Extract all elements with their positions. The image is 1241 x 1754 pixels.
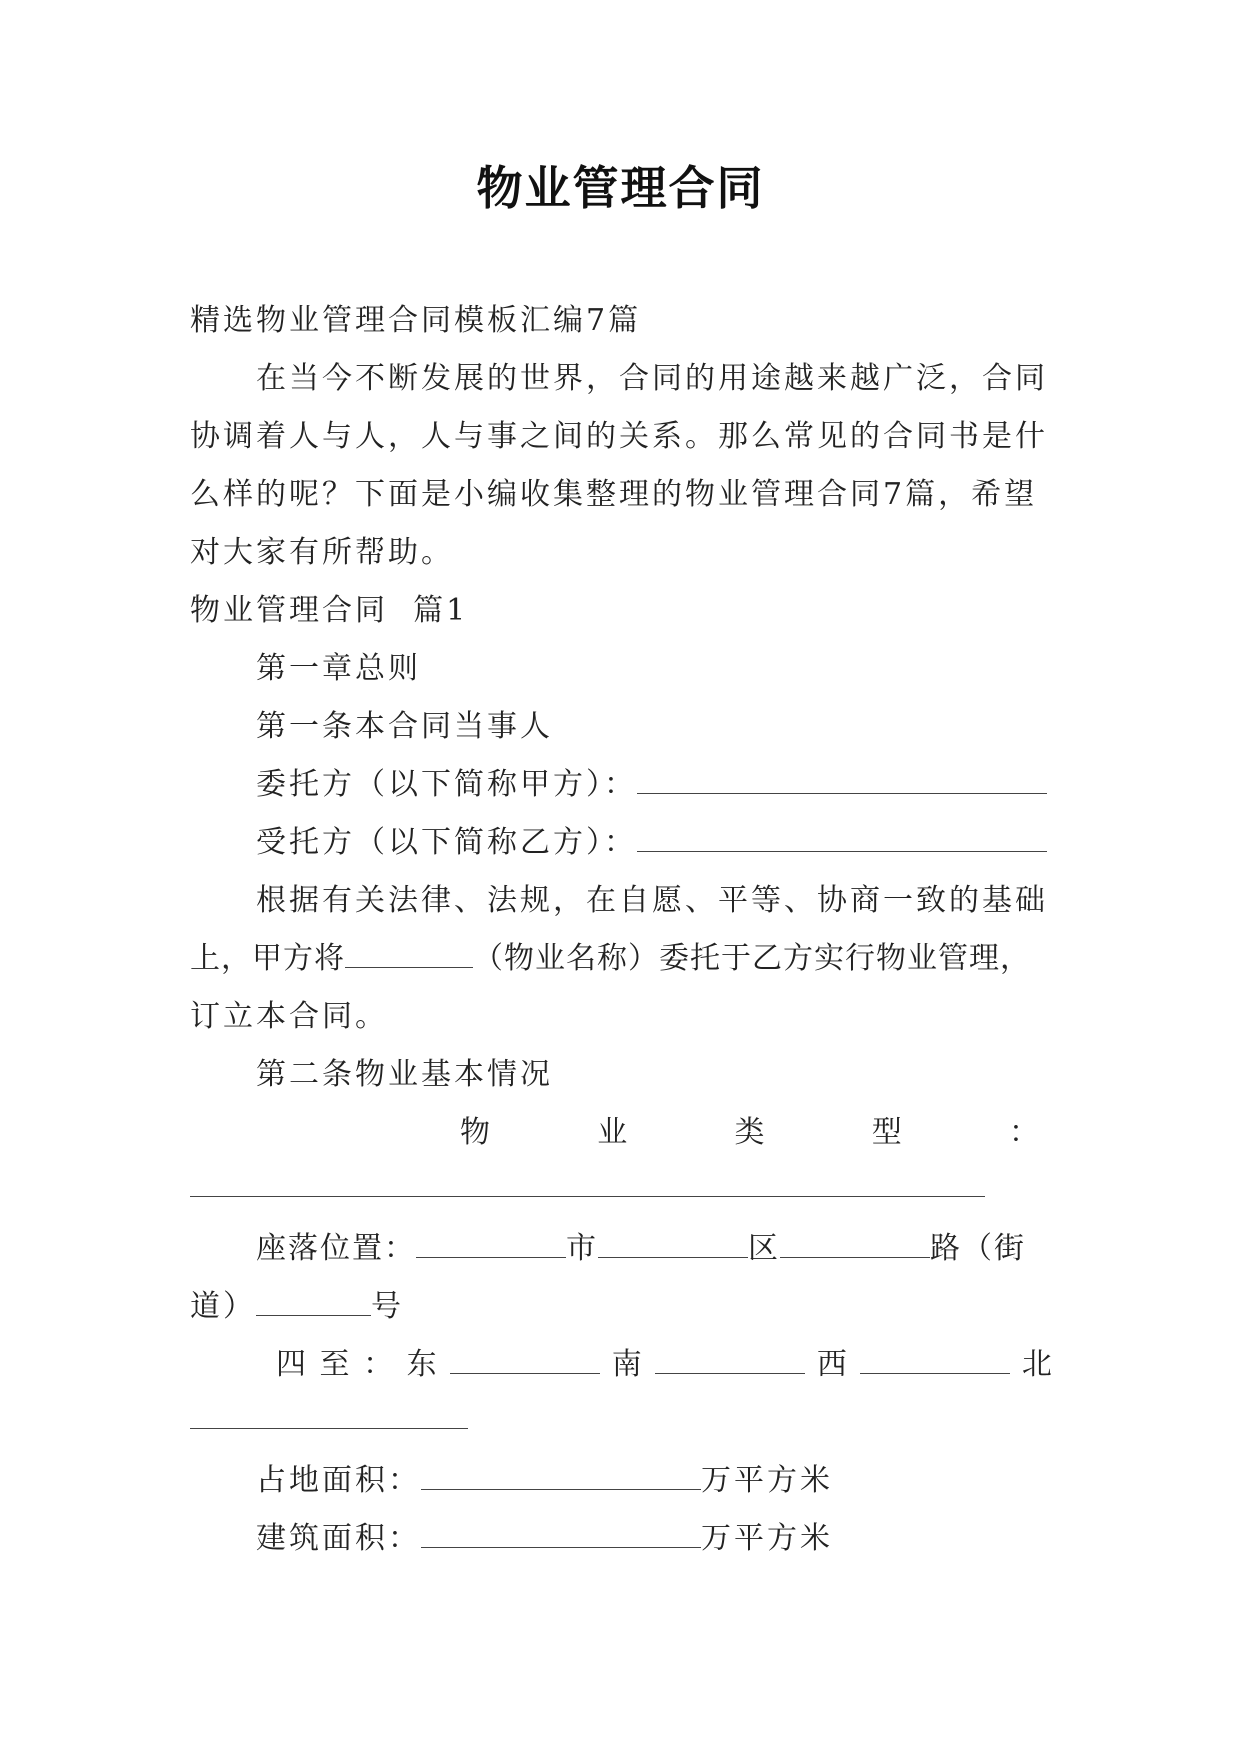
boundaries-label: 四 至 ： [276,1347,396,1382]
article-2-heading: 第二条物业基本情况 [256,1057,553,1092]
boundary-south: 南 [611,1347,644,1382]
location-line [190,1220,1052,1278]
location-road: 路（街 [930,1231,1026,1266]
building-area-unit: 万平方米 [701,1521,833,1556]
basis-line-2 [190,930,1052,988]
intro-line-2: 协调着人与人，人与事之间的关系。那么常见的合同书是什 [190,419,1048,454]
road-blank[interactable] [780,1233,930,1258]
document-title: 物业管理合同 [476,161,765,215]
intro-line-1: 在当今不断发展的世界，合同的用途越来越广泛，合同 [256,361,1048,396]
land-area-unit: 万平方米 [701,1463,833,1498]
south-blank[interactable] [655,1349,805,1374]
land-area-label: 占地面积： [256,1463,421,1498]
chapter-heading: 第一章总则 [256,651,421,686]
property-type-colon: ： [1009,1115,1042,1150]
north-blank-row [190,1394,1052,1452]
land-area-blank[interactable] [421,1465,701,1490]
subtitle: 精选物业管理合同模板汇编7篇 [190,303,642,338]
location-label: 座落位置： [256,1231,416,1266]
location-district: 区 [748,1231,780,1266]
district-blank[interactable] [598,1233,748,1258]
building-area-label: 建筑面积： [256,1521,421,1556]
intro-line-4: 对大家有所帮助。 [190,535,454,570]
party-b-line [190,814,1052,872]
location-number: 号 [371,1289,404,1324]
basis-line-2-end: （物业名称）委托于乙方实行物业管理， [473,941,1031,976]
property-name-blank[interactable] [345,943,473,968]
city-blank[interactable] [416,1233,566,1258]
property-type-char-3: 类 [734,1115,768,1150]
building-area-line [190,1510,1052,1568]
party-a-label: 委托方（以下简称甲方）： [256,767,637,802]
boundary-west: 西 [816,1347,849,1382]
property-type-blank-row [190,1162,1052,1220]
location-street: 道） [190,1289,256,1324]
number-blank[interactable] [256,1291,371,1316]
property-type-char-1: 物 [460,1115,493,1150]
property-type-line [190,1104,1052,1162]
property-type-blank[interactable] [190,1172,985,1197]
east-blank[interactable] [450,1349,600,1374]
basis-line-1: 根据有关法律、法规，在自愿、平等、协商一致的基础 [256,883,1048,918]
intro-line-3: 么样的呢？下面是小编收集整理的物业管理合同7篇，希望 [190,477,1038,512]
party-b-label: 受托方（以下简称乙方）： [256,825,637,860]
basis-line-2-start: 上，甲方将 [190,941,345,976]
west-blank[interactable] [860,1349,1010,1374]
party-b-blank[interactable] [637,827,1047,852]
document-body [190,292,1052,1568]
land-area-line [190,1452,1052,1510]
article-1-heading: 第一条本合同当事人 [256,709,553,744]
property-type-char-4: 型 [871,1115,905,1150]
basis-line-3: 订立本合同。 [190,999,388,1034]
boundaries-line [190,1336,1052,1394]
building-area-blank[interactable] [421,1523,701,1548]
party-a-line [190,756,1052,814]
north-blank[interactable] [190,1404,468,1429]
party-a-blank[interactable] [637,769,1047,794]
property-type-char-2: 业 [597,1115,631,1150]
section-heading: 物业管理合同 篇1 [190,593,469,628]
boundary-east: 东 [406,1347,439,1382]
location-city: 市 [566,1231,598,1266]
location-line-2 [190,1278,1052,1336]
boundary-north: 北 [1021,1347,1054,1382]
